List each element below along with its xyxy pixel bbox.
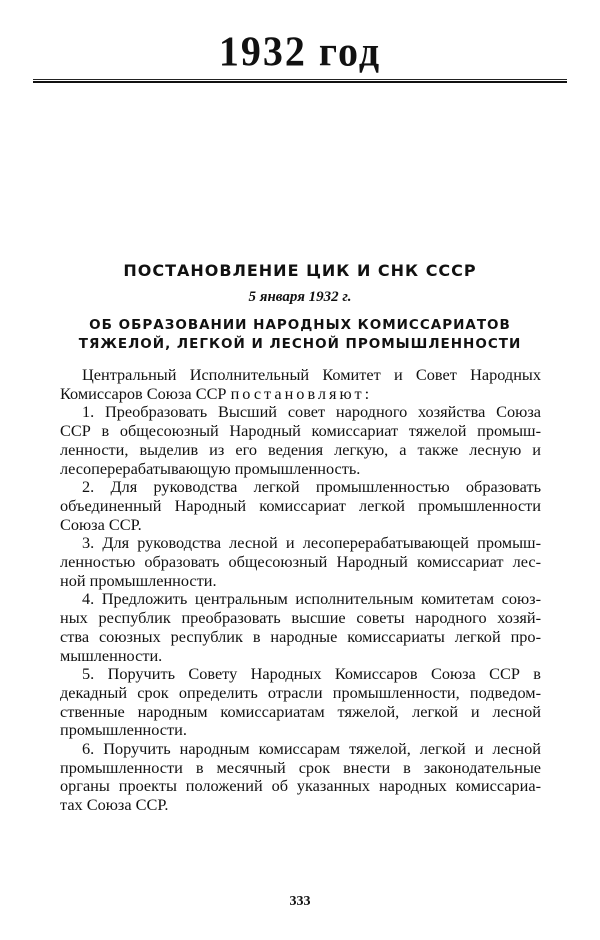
document-date: 5 января 1932 г. [248,289,352,305]
document-title: ПОСТАНОВЛЕНИЕ ЦИК И СНК СССР [123,261,477,280]
header-divider [33,79,567,83]
resolution-paragraphs [60,403,541,814]
intro-paragraph [60,366,541,403]
text-line: промышленности в месячный срок внести в законодательные [60,757,541,777]
text-line: ственные народным комиссариатам тяжелой, легкой и лесной [60,701,541,721]
text-line: ССР в общесоюзный Народный комиссариат тяжелой промыш- [60,421,541,441]
text-line: объединенный Народный комиссариат легкой промышленности [60,495,541,515]
text-line: 6. Поручить народным комиссарам тяжелой, легкой и лесной [82,739,541,759]
text-line: лесоперерабатывающую промышленность. [60,458,361,478]
document-body [60,366,541,815]
text-line: 3. Для руководства лесной и лесоперерабатывающей промыш- [82,533,541,553]
text-line: органы проекты положений об указанных народных комиссариа- [60,776,541,796]
text-line: промышленности. [60,720,187,740]
year-heading: 1932 год [218,27,382,76]
resolution-paragraph [60,740,541,815]
spaced-verb: постановляют: [230,383,373,403]
resolution-paragraph [60,665,541,740]
text-line: ленностью образовать общесоюзный Народный комиссариат лес- [60,552,541,572]
text-line: мышленности. [60,645,163,665]
resolution-paragraph [60,590,541,665]
text-line: 4. Предложить центральным исполнительным комитетам союз- [82,589,541,609]
resolution-paragraph [60,403,541,478]
text-line: 2. Для руководства легкой промышленностью образовать [82,477,541,497]
text-line [60,385,541,404]
resolution-paragraph [60,534,541,590]
text-line: декадный срок определить отрасли промышленности, подведом- [60,682,541,702]
resolution-paragraph [60,478,541,534]
document-subtitle [0,316,600,354]
text-line: ленности, выделив из его ведения легкую, а также лесную и [60,439,541,459]
text-line: ных республик преобразовать высшие советы народного хозяй- [60,608,541,628]
text-line: тах Союза ССР. [60,795,169,815]
text-fragment: Комиссаров Союза ССР [60,383,231,403]
text-line: ства союзных республик в народные комиссариаты легкой про- [60,626,541,646]
text-line: Центральный Исполнительный Комитет и Совет Народных [82,365,541,384]
text-line: ной промышленности. [60,570,217,590]
text-line: 1. Преобразовать Высший совет народного хозяйства Союза [82,402,541,422]
subtitle-line: ОБ ОБРАЗОВАНИИ НАРОДНЫХ КОМИССАРИАТОВ [89,317,511,333]
subtitle-line: ТЯЖЕЛОЙ, ЛЕГКОЙ И ЛЕСНОЙ ПРОМЫШЛЕННОСТИ [78,336,522,352]
page-number: 333 [289,894,311,909]
text-line: Союза ССР. [60,514,142,534]
text-line: 5. Поручить Совету Народных Комиссаров Союза ССР в [82,664,541,684]
